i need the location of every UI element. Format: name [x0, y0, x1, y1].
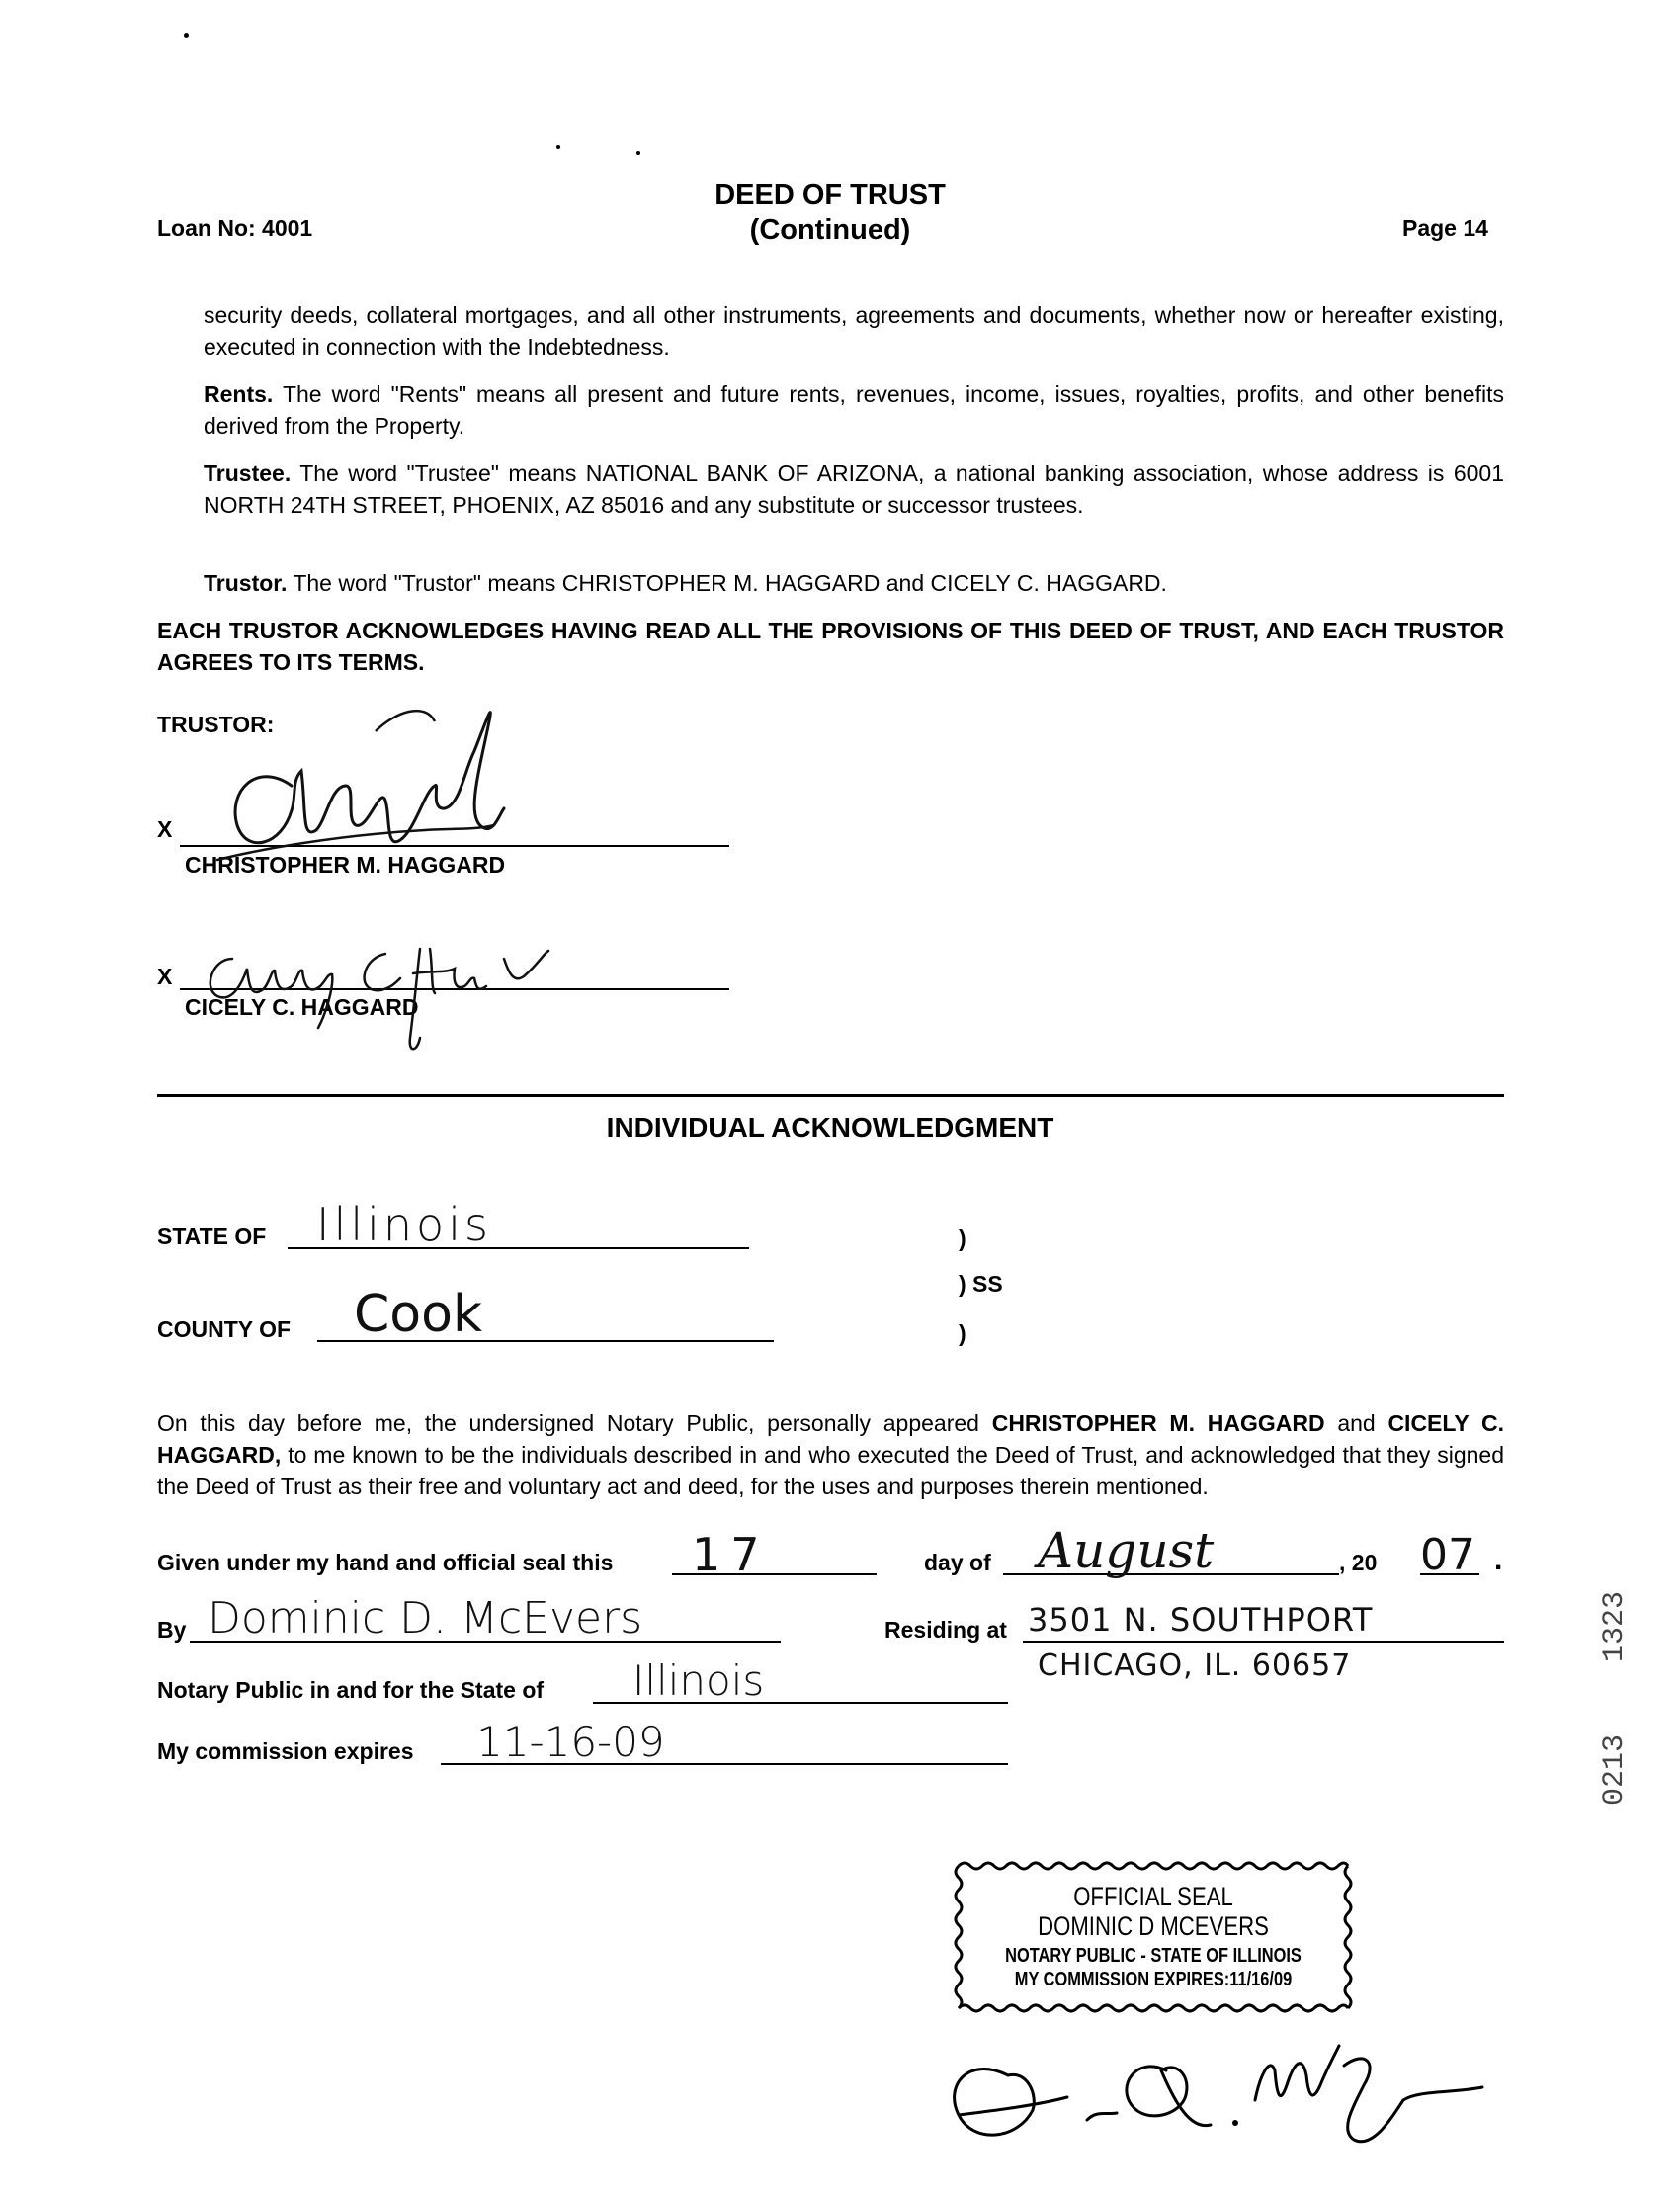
state-value: Illinois: [316, 1198, 492, 1251]
seal-line-2: DOMINIC D MCEVERS: [1038, 1911, 1269, 1941]
section-title: INDIVIDUAL ACKNOWLEDGMENT: [606, 1112, 1054, 1142]
trustor-text: The word "Trustor" means CHRISTOPHER M. HAGGARD and CICELY C. HAGGARD.: [293, 570, 1167, 596]
commission-label: My commission expires: [157, 1738, 414, 1764]
residing-line-2: CHICAGO, IL. 60657: [1038, 1648, 1352, 1683]
notary-state-value: Illinois: [632, 1656, 765, 1705]
side-number-top: 1323: [1598, 1591, 1632, 1663]
day-value: 17: [692, 1528, 770, 1581]
county-label: COUNTY OF: [157, 1316, 292, 1342]
ack-name-1: CHRISTOPHER M. HAGGARD: [991, 1410, 1325, 1436]
trustee-text: The word "Trustee" means NATIONAL BANK OF ARIZONA, a national banking association, whose address is 6001 NORTH 24TH STREET, PHOENIX, AZ 85016 and any substitute or successor trustees.: [204, 461, 1504, 518]
page-number: Page 14: [1402, 215, 1488, 241]
definition-trustor: [204, 567, 1504, 599]
year-end: .: [1494, 1544, 1503, 1576]
year-value: 07: [1420, 1530, 1475, 1580]
official-seal: [951, 1858, 1356, 2016]
trustor-label: TRUSTOR:: [157, 712, 275, 737]
by-value: Dominic D. McEvers: [208, 1593, 643, 1644]
seal-line-3: NOTARY PUBLIC - STATE OF ILLINOIS: [1005, 1945, 1302, 1967]
signature-christopher: [198, 692, 514, 870]
scan-speck: [184, 33, 189, 38]
acknowledgment-body: [157, 1407, 1504, 1502]
seal-line-1: OFFICIAL SEAL: [1073, 1882, 1233, 1911]
seal-line-4: MY COMMISSION EXPIRES:11/16/09: [1014, 1969, 1293, 1990]
day-of-label: day of: [924, 1550, 991, 1575]
by-label: By: [157, 1617, 187, 1643]
residing-line-1: 3501 N. SOUTHPORT: [1028, 1601, 1374, 1639]
acknowledgement-notice: EACH TRUSTOR ACKNOWLEDGES HAVING READ ALL THE PROVISIONS OF THIS DEED OF TRUST, AND EACH TRUSTOR AGREES TO ITS TERMS.: [157, 618, 1504, 675]
scan-speck: [636, 151, 640, 155]
notary-state-label: Notary Public in and for the State of: [157, 1677, 545, 1703]
ack-body-pre: On this day before me, the undersigned Notary Public, personally appeared: [157, 1410, 979, 1436]
ack-body-and: and: [1337, 1410, 1376, 1436]
signature-cicely: [198, 929, 573, 1057]
month-value: August: [1038, 1522, 1215, 1579]
ack-body-post: to me known to be the individuals described in and who executed the Deed of Trust, and acknowledged that they signed the Deed of Trust as their free and voluntary act and deed, for the uses and purposes therein mentioned.: [157, 1442, 1505, 1499]
year-prefix: , 20: [1339, 1550, 1378, 1575]
rents-text: The word "Rents" means all present and future rents, revenues, income, issues, royalties, profits, and other benefits derived from the Property.: [204, 381, 1504, 439]
commission-value: 11-16-09: [476, 1718, 665, 1766]
x-mark: X: [157, 964, 173, 989]
side-number-bottom: 0213: [1598, 1734, 1632, 1807]
definition-rents: [204, 379, 1504, 442]
document-title: DEED OF TRUST: [714, 179, 946, 211]
residing-line: [1023, 1641, 1504, 1643]
x-mark: X: [157, 816, 173, 842]
venue-paren: ): [959, 1225, 966, 1251]
scan-speck: [556, 145, 560, 149]
term-trustor: Trustor.: [204, 570, 288, 596]
definition-trustee: [204, 458, 1504, 521]
given-label: Given under my hand and official seal this: [157, 1550, 614, 1575]
signer-name: CHRISTOPHER M. HAGGARD: [185, 852, 506, 878]
venue-ss: ) SS: [959, 1271, 1003, 1297]
notary-signature: [939, 2016, 1492, 2164]
definition-continuation: security deeds, collateral mortgages, and all other instruments, agreements and documents, whether now or hereafter existing, executed in connection with the Indebtedness.: [204, 302, 1504, 360]
ack-name-2: CICELY C. HAGGARD,: [157, 1410, 1504, 1468]
loan-number: Loan No: 4001: [157, 215, 313, 241]
section-divider: [157, 1094, 1504, 1097]
document-subtitle: (Continued): [749, 214, 911, 246]
signer-name: CICELY C. HAGGARD: [185, 994, 419, 1020]
term-rents: Rents.: [204, 381, 274, 407]
term-trustee: Trustee.: [204, 461, 292, 486]
residing-label: Residing at: [884, 1617, 1007, 1643]
venue-paren: ): [959, 1320, 966, 1346]
state-label: STATE OF: [157, 1224, 267, 1249]
county-value: Cook: [354, 1285, 483, 1344]
